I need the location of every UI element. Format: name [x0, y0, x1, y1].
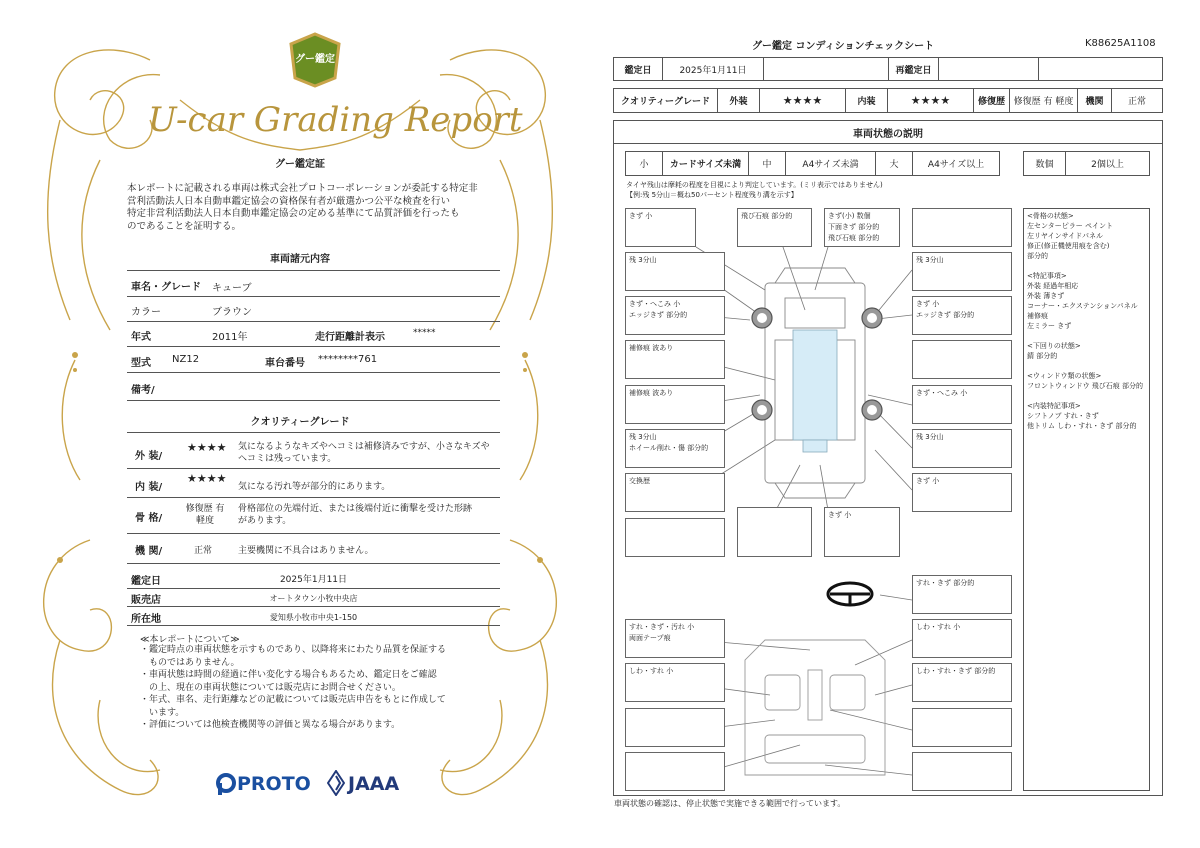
note-box	[912, 208, 1012, 247]
chassis-value: ********761	[318, 354, 378, 365]
note-box	[625, 752, 725, 791]
quality-desc-frame: 骨格部位の先端付近、または後端付近に衝撃を受けた形跡 があります。	[238, 504, 473, 526]
ext-value: ★★★★	[760, 89, 846, 112]
mileage-value: *****	[413, 328, 436, 338]
notice-heading: ≪本レポートについて≫	[140, 635, 240, 645]
notice-line: の上、現在の車両状態については販売店にお問合せください。	[140, 682, 401, 693]
note-box	[912, 708, 1012, 747]
quality-grade-exterior: ★★★★	[187, 441, 227, 454]
intro-line: のであることを証明する。	[127, 220, 242, 232]
note-box: 補修痕 波あり	[625, 385, 725, 424]
count-value: 2個以上	[1091, 160, 1124, 170]
quality-grade-frame: 修復歴 有 軽度	[185, 504, 225, 526]
specs-heading: 車両諸元内容	[270, 254, 330, 265]
side-notes: <骨格の状態> 左センターピラー ペイント 左リヤインサイドパネル 修正(修正機使用痕を含む) 部分的 <特記事項> 外装 経過年相応 外装 薄きず コーナー・エクステンションパネル 補修痕 左ミラー きず <下回りの状態> 錆 部分的 <ウィンドウ類の状態> フロントウィンドウ 飛び石痕 部分的 <内装特記事項> シフトノブ すれ・きず 他トリム しわ・すれ・きず 部分的	[1023, 208, 1150, 791]
year-value: 2011年	[212, 332, 248, 343]
section-title: 車両状態の説明	[613, 120, 1163, 144]
note-box	[625, 518, 725, 557]
notice-line: ・鑑定時点の車両状態を示すものであり、以降将来にわたり品質を保証する	[140, 645, 447, 655]
note-box: しわ・すれ・きず 部分的	[912, 663, 1012, 702]
report-title: U-car Grading Report	[148, 100, 523, 140]
repair-label: 修復歴	[974, 89, 1010, 112]
quality-label-frame: 骨 格/	[135, 513, 163, 524]
chassis-label: 車台番号	[265, 358, 305, 369]
type-label: 型式	[131, 358, 151, 369]
legend-small: 小	[626, 152, 663, 175]
quality-grade-engine: 正常	[194, 546, 213, 556]
note-box: きず(小) 数個 下面きず 部分的 飛び石痕 部分的	[824, 208, 900, 247]
legend-large: 大	[876, 152, 913, 175]
shop-label: 販売店	[131, 595, 161, 606]
notice-line: ・評価については他検査機関等の評価と異なる場合があります。	[140, 720, 401, 730]
note-box: しわ・すれ 小	[912, 619, 1012, 658]
model-value: キューブ	[212, 283, 252, 294]
tire-note: タイヤ残山は摩耗の程度を目視により判定しています。(ミリ表示ではありません)	[626, 181, 883, 189]
intro-line: 営利活動法人日本自動車鑑定協会の資格保有者が厳選かつ公平な検査を行い	[127, 195, 451, 207]
notice-line: ・車両状態は時間の経過に伴い変化する場合もあるため、鑑定日をご確認	[140, 670, 437, 680]
note-box: きず・へこみ 小 エッジきず 部分的	[625, 296, 725, 335]
note-box: きず・へこみ 小	[912, 385, 1012, 424]
legend-large-desc: A4サイズ以上	[927, 160, 985, 170]
note-box	[912, 340, 1012, 379]
notice-line: います。	[140, 707, 185, 718]
ext-label: 外装	[718, 89, 760, 112]
date-value: 2025年1月11日	[279, 575, 348, 585]
intro-text	[127, 183, 507, 233]
steering-wheel-icon	[828, 583, 872, 605]
proto-brand: PROTO	[237, 773, 311, 795]
grade-label: クオリティーグレード	[614, 89, 718, 112]
quality-label-interior: 内 装/	[135, 482, 163, 493]
note-box: すれ・きず・汚れ 小 両面テープ痕	[625, 619, 725, 658]
quality-desc-interior: 気になる汚れ等が部分的にあります。	[238, 482, 391, 492]
legend-mid: 中	[749, 152, 786, 175]
tire-example: 【例:残 5分山＝概ね50パーセント程度残り溝を示す】	[626, 191, 798, 199]
date-value: 2025年1月11日	[663, 58, 764, 80]
condition-check-sheet	[600, 0, 1200, 848]
note-box	[625, 708, 725, 747]
quality-grade-interior: ★★★★	[187, 472, 227, 485]
quality-label-engine: 機 関/	[135, 546, 163, 557]
footer-note: 車両状態の確認は、停止状態で実施できる範囲で行っています。	[614, 799, 846, 808]
proto-logo	[216, 773, 236, 799]
sheet-title: グー鑑定 コンディションチェックシート	[752, 41, 935, 52]
redate-label: 再鑑定日	[889, 58, 939, 80]
note-box: 交換歴	[625, 473, 725, 512]
note-box	[912, 752, 1012, 791]
note-box: きず 小	[912, 473, 1012, 512]
legend-small-desc: カードサイズ未満	[663, 152, 749, 175]
count-label: 数個	[1024, 152, 1066, 175]
notice-line: ・年式、車名、走行距離などの記載については販売店申告をもとに作成して	[140, 695, 446, 705]
note-box: すれ・きず 部分的	[912, 575, 1012, 614]
intro-line: 本レポートに記載される車両は株式会社プロトコーポレーションが委託する特定非	[127, 183, 478, 194]
note-box: きず 小	[625, 208, 696, 247]
notice-list	[140, 644, 446, 732]
doc-id: K88625A1108	[1085, 38, 1156, 49]
color-value: ブラウン	[212, 307, 252, 318]
shop-value: オートタウン小牧中央店	[269, 594, 358, 603]
date-label: 鑑定日	[614, 58, 663, 80]
mileage-label: 走行距離計表示	[315, 332, 385, 343]
note-box: 飛び石痕 部分的	[737, 208, 812, 247]
intro-line: 特定非営利活動法人日本自動車鑑定協会の定める基準にて品質評価を行ったも	[127, 208, 460, 219]
jaaa-brand: JAAA	[348, 773, 400, 795]
engine-label: 機関	[1078, 89, 1112, 112]
quality-label-exterior: 外 装/	[135, 451, 163, 462]
quality-desc-engine: 主要機関に不具合はありません。	[238, 546, 374, 556]
addr-label: 所在地	[131, 614, 161, 625]
note-box: 残 3分山 ホイール削れ・傷 部分的	[625, 429, 725, 468]
type-value: NZ12	[172, 354, 200, 365]
year-label: 年式	[131, 332, 151, 343]
note-box: 残 3分山	[912, 429, 1012, 468]
certificate-heading: グー鑑定証	[275, 159, 325, 170]
note-box	[737, 507, 812, 557]
remarks-label: 備考/	[131, 385, 155, 396]
note-box: 残 3分山	[625, 252, 725, 291]
legend-mid-desc: A4サイズ未満	[786, 152, 876, 175]
model-label: 車名・グレード	[131, 282, 201, 293]
int-value: ★★★★	[888, 89, 974, 112]
repair-value: 修復歴 有 軽度	[1010, 89, 1078, 112]
note-box: きず 小 エッジきず 部分的	[912, 296, 1012, 335]
int-label: 内装	[846, 89, 888, 112]
note-box: きず 小	[824, 507, 900, 557]
logo-text: グー鑑定	[295, 54, 335, 65]
date-label: 鑑定日	[131, 576, 161, 587]
note-box: しわ・すれ 小	[625, 663, 725, 702]
goo-kantei-logo	[287, 32, 343, 88]
addr-value: 愛知県小牧市中央1-150	[269, 613, 358, 622]
notice-line: ものではありません。	[140, 657, 240, 668]
note-box: 残 3分山	[912, 252, 1012, 291]
color-label: カラー	[131, 307, 161, 318]
quality-heading: クオリティーグレード	[250, 417, 350, 428]
note-box: 補修痕 波あり	[625, 340, 725, 379]
jaaa-icon	[327, 770, 345, 800]
engine-value: 正常	[1127, 97, 1146, 107]
quality-desc-exterior: 気になるようなキズやヘコミは補修済みですが、小さなキズや ヘコミは残っています。	[238, 442, 490, 464]
